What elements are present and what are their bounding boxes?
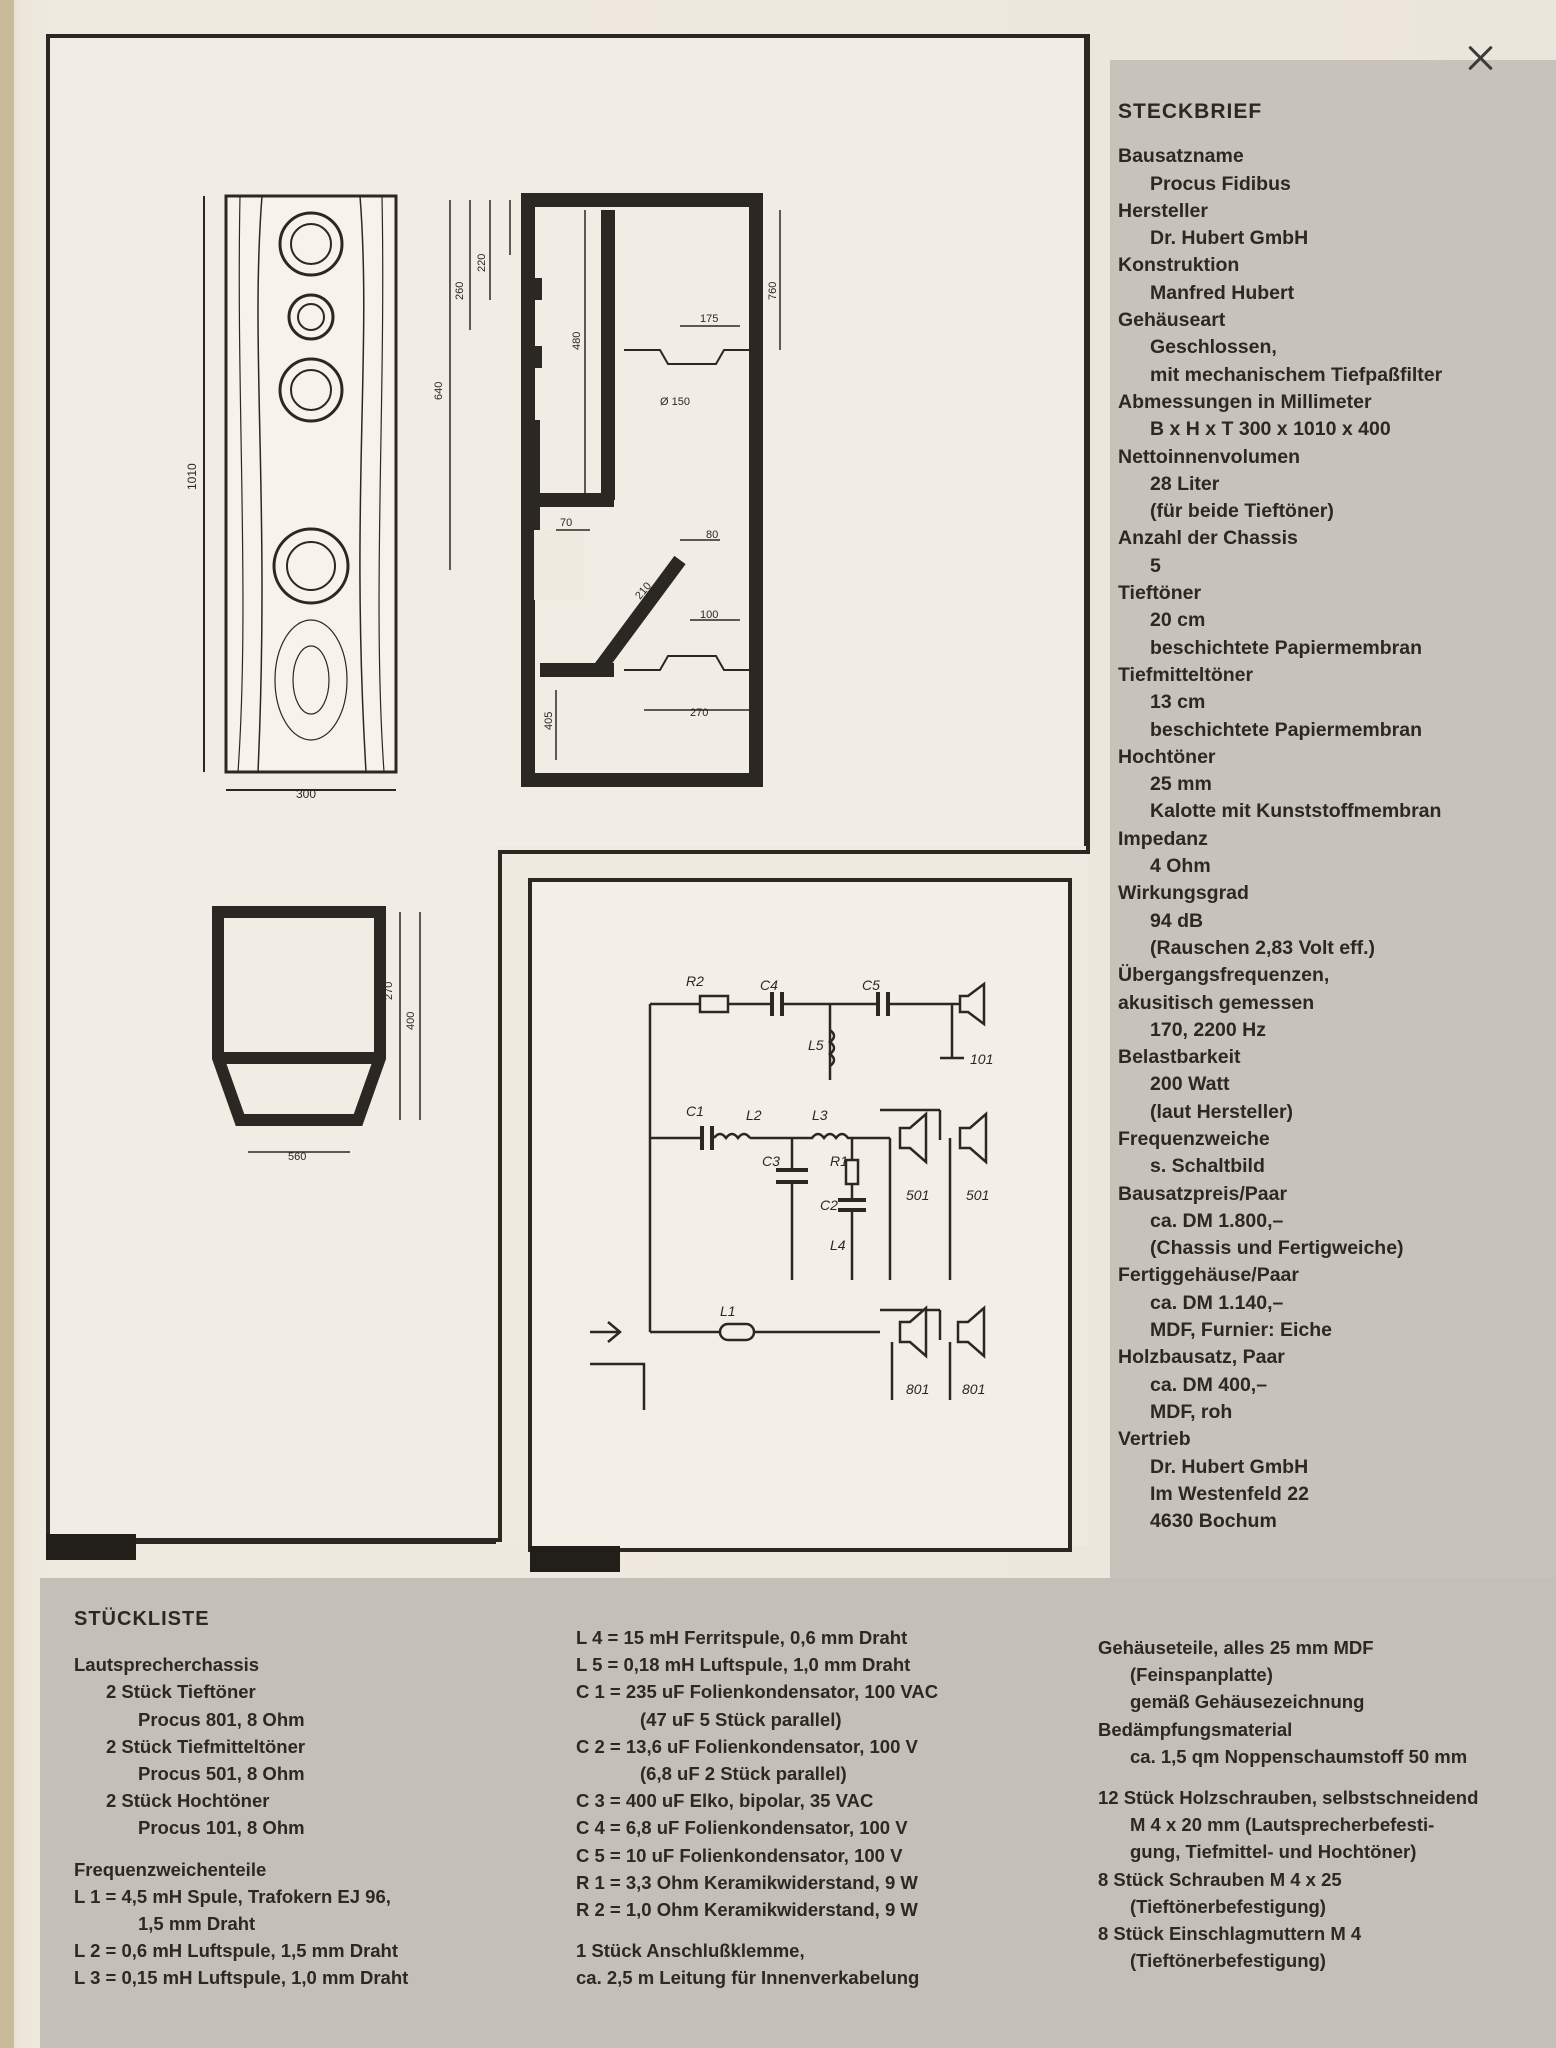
label-bass2: 801 [962,1381,986,1397]
steckbrief-key: Abmessungen in Millimeter [1118,390,1372,413]
steckbrief-key: Wirkungsgrad [1118,882,1249,905]
part-line: C 2 = 13,6 uF Folienkondensator, 100 V [576,1735,918,1757]
steckbrief-value: 5 [1150,554,1161,577]
stueckliste-heading: STÜCKLISTE [74,1608,210,1630]
steckbrief-value: 200 Watt [1150,1073,1230,1096]
steckbrief-heading: STECKBRIEF [1118,100,1263,123]
part-line-cont: (47 uF 5 Stück parallel) [640,1708,842,1730]
part-line-cont: (6,8 uF 2 Stück parallel) [640,1763,847,1785]
steckbrief-value: Dr. Hubert GmbH [1150,1455,1309,1478]
screw-line: 8 Stück Einschlagmuttern M 4 [1098,1923,1362,1945]
stueckliste-col-3 [1098,1634,1554,1974]
steckbrief-key: Nettoinnenvolumen [1118,445,1301,468]
steckbrief-key: Hersteller [1118,199,1208,222]
label-l3: L3 [812,1107,828,1123]
label-c5: C5 [862,977,880,993]
lautsprecher-item: 2 Stück Tiefmitteltöner [106,1735,306,1757]
steckbrief-value: 25 mm [1150,773,1212,796]
weiche-part: L 2 = 0,6 mH Luftspule, 1,5 mm Draht [74,1940,399,1962]
lautsprecher-list [74,1678,554,1841]
steckbrief-value: 20 cm [1150,609,1206,632]
front-view [204,196,396,790]
lautsprecher-heading: Lautsprecherchassis [74,1654,260,1676]
stueckliste-col-1 [74,1606,554,1992]
housing-line: ca. 1,5 qm Noppenschaumstoff 50 mm [1130,1745,1468,1767]
label-r1: R1 [830,1153,848,1169]
steckbrief-value: ca. DM 400,– [1150,1373,1268,1396]
top-dim-depth: 400 [405,1011,417,1030]
weiche-part: L 1 = 4,5 mH Spule, Trafokern EJ 96, [74,1885,391,1907]
steckbrief-value: (laut Hersteller) [1150,1100,1294,1123]
steckbrief-key: Fertiggehäuse/Paar [1118,1264,1299,1287]
label-mid1: 501 [906,1187,930,1203]
part-line: C 5 = 10 uF Folienkondensator, 100 V [576,1844,903,1866]
steckbrief-value: (Chassis und Fertigweiche) [1150,1237,1404,1260]
schematic-corner-block [530,1546,620,1572]
weiche-part-cont: 1,5 mm Draht [138,1913,256,1935]
part-line: C 1 = 235 uF Folienkondensator, 100 VAC [576,1681,939,1703]
lautsprecher-item: 2 Stück Tieftöner [106,1681,256,1703]
weiche-part: L 3 = 0,15 mH Luftspule, 1,0 mm Draht [74,1967,409,1989]
screw-line: (Tieftönerbefestigung) [1130,1895,1326,1917]
extra-line: ca. 2,5 m Leitung für Innenverkabelung [576,1967,920,1989]
label-l1: L1 [720,1303,736,1319]
label-c1: C1 [686,1103,704,1119]
steckbrief-key: Gehäuseart [1118,309,1226,332]
steckbrief-value: Procus Fidibus [1150,172,1291,195]
part-line: L 4 = 15 mH Ferritspule, 0,6 mm Draht [576,1627,908,1648]
dim-e: 760 [767,281,779,300]
lautsprecher-item: Procus 101, 8 Ohm [138,1817,305,1839]
parts-list [576,1624,1096,1923]
steckbrief-value: MDF, roh [1150,1400,1233,1423]
steckbrief-value: Geschlossen, [1150,336,1277,359]
steckbrief-key: Konstruktion [1118,254,1240,277]
label-bass1: 801 [906,1381,930,1397]
weiche-heading: Frequenzweichenteile [74,1858,267,1880]
steckbrief-value: Im Westenfeld 22 [1150,1482,1309,1505]
housing-line: Bedämpfungsmaterial [1098,1718,1293,1740]
dim-k: 405 [543,711,555,730]
dim-f: Ø 150 [660,396,690,408]
label-c3: C3 [762,1153,780,1169]
dim-h: 80 [706,529,719,541]
steckbrief-value: (Rauschen 2,83 Volt eff.) [1150,936,1376,959]
label-c4: C4 [760,977,778,993]
steckbrief-key: Tieftöner [1118,582,1202,605]
steckbrief-value: MDF, Furnier: Eiche [1150,1319,1333,1342]
steckbrief-key: Tiefmitteltöner [1118,663,1254,686]
part-line: C 4 = 6,8 uF Folienkondensator, 100 V [576,1817,908,1839]
label-mid2: 501 [966,1187,990,1203]
steckbrief-key: Holzbausatz, Paar [1118,1346,1285,1369]
dim-b: 260 [454,281,466,300]
label-l5: L5 [808,1037,824,1053]
top-dim-a: 270 [383,981,395,1000]
housing-line: (Feinspanplatte) [1130,1664,1273,1686]
steckbrief-key: Hochtöner [1118,745,1216,768]
steckbrief-value: 94 dB [1150,909,1204,932]
steckbrief-value: beschichtete Papiermembran [1150,718,1423,741]
steckbrief-key: Bausatzpreis/Paar [1118,1182,1288,1205]
housing-line: gemäß Gehäusezeichnung [1130,1691,1365,1713]
stueckliste-col-2 [576,1624,1096,1992]
lautsprecher-item: Procus 801, 8 Ohm [138,1708,305,1730]
steckbrief-value: Dr. Hubert GmbH [1150,227,1309,250]
part-line: R 1 = 3,3 Ohm Keramikwiderstand, 9 W [576,1871,918,1893]
steckbrief-key: akusitisch gemessen [1118,991,1315,1014]
screw-line: 12 Stück Holzschrauben, selbstschneidend [1098,1787,1479,1809]
screw-line: gung, Tiefmittel- und Hochtöner) [1130,1841,1417,1863]
steckbrief-key: Frequenzweiche [1118,1127,1270,1150]
steckbrief-key: Belastbarkeit [1118,1046,1241,1069]
screw-line: 8 Stück Schrauben M 4 x 25 [1098,1868,1342,1890]
lautsprecher-item: 2 Stück Hochtöner [106,1790,270,1812]
dim-n: 100 [700,609,719,621]
weiche-list [74,1883,554,1992]
housing-list [1098,1634,1554,1770]
steckbrief-value: ca. DM 1.800,– [1150,1209,1284,1232]
dim-g: 175 [700,313,719,325]
steckbrief-value: s. Schaltbild [1150,1155,1265,1178]
frame-corner-block [46,1534,136,1560]
steckbrief-key: Vertrieb [1118,1428,1191,1451]
dim-c: 480 [571,331,583,350]
steckbrief-value: Manfred Hubert [1150,281,1295,304]
schematic-frame [530,880,1070,1550]
part-line: L 5 = 0,18 mH Luftspule, 1,0 mm Draht [576,1654,911,1676]
steckbrief-list [1118,143,1554,1535]
part-line: R 2 = 1,0 Ohm Keramikwiderstand, 9 W [576,1899,918,1921]
steckbrief-value: B x H x T 300 x 1010 x 400 [1150,418,1391,441]
steckbrief [1118,98,1554,1535]
steckbrief-value: Kalotte mit Kunststoffmembran [1150,800,1442,823]
dim-m: 270 [690,707,709,719]
side-section [450,200,780,780]
steckbrief-key: Impedanz [1118,827,1208,850]
steckbrief-value: (für beide Tieftöner) [1150,500,1334,523]
steckbrief-value: ca. DM 1.140,– [1150,1291,1284,1314]
label-c2: C2 [820,1197,838,1213]
screw-line: (Tieftönerbefestigung) [1130,1950,1326,1972]
steckbrief-key: Übergangsfrequenzen, [1118,964,1330,987]
dim-height-label: 1010 [185,463,199,490]
extra-line: 1 Stück Anschlußklemme, [576,1940,805,1962]
extras-list [576,1937,1096,1991]
steckbrief-value: 170, 2200 Hz [1150,1018,1267,1041]
steckbrief-key: Bausatzname [1118,145,1244,168]
dim-width-label: 300 [296,787,317,801]
steckbrief-value: 28 Liter [1150,472,1220,495]
close-icon[interactable] [1462,40,1498,76]
dim-i: 210 [633,580,655,602]
label-l2: L2 [746,1107,762,1123]
part-line: C 3 = 400 uF Elko, bipolar, 35 VAC [576,1790,874,1812]
label-tweeter: 101 [970,1051,994,1067]
lautsprecher-item: Procus 501, 8 Ohm [138,1763,305,1785]
steckbrief-value: 4630 Bochum [1150,1510,1277,1533]
housing-line: Gehäuseteile, alles 25 mm MDF [1098,1637,1374,1658]
top-view [218,912,420,1152]
screw-line: M 4 x 20 mm (Lautsprecherbefesti- [1130,1814,1435,1836]
label-l4: L4 [830,1237,846,1253]
steckbrief-value: mit mechanischem Tiefpaßfilter [1150,363,1443,386]
top-dim-width: 560 [288,1151,307,1163]
steckbrief-value: 13 cm [1150,691,1206,714]
dim-a: 220 [476,253,488,272]
steckbrief-value: 4 Ohm [1150,855,1211,878]
dim-j: 70 [560,517,573,529]
screws-list [1098,1784,1554,1974]
steckbrief-value: beschichtete Papiermembran [1150,636,1423,659]
steckbrief-key: Anzahl der Chassis [1118,527,1298,550]
dim-d: 640 [433,381,445,400]
label-r2: R2 [686,973,704,989]
